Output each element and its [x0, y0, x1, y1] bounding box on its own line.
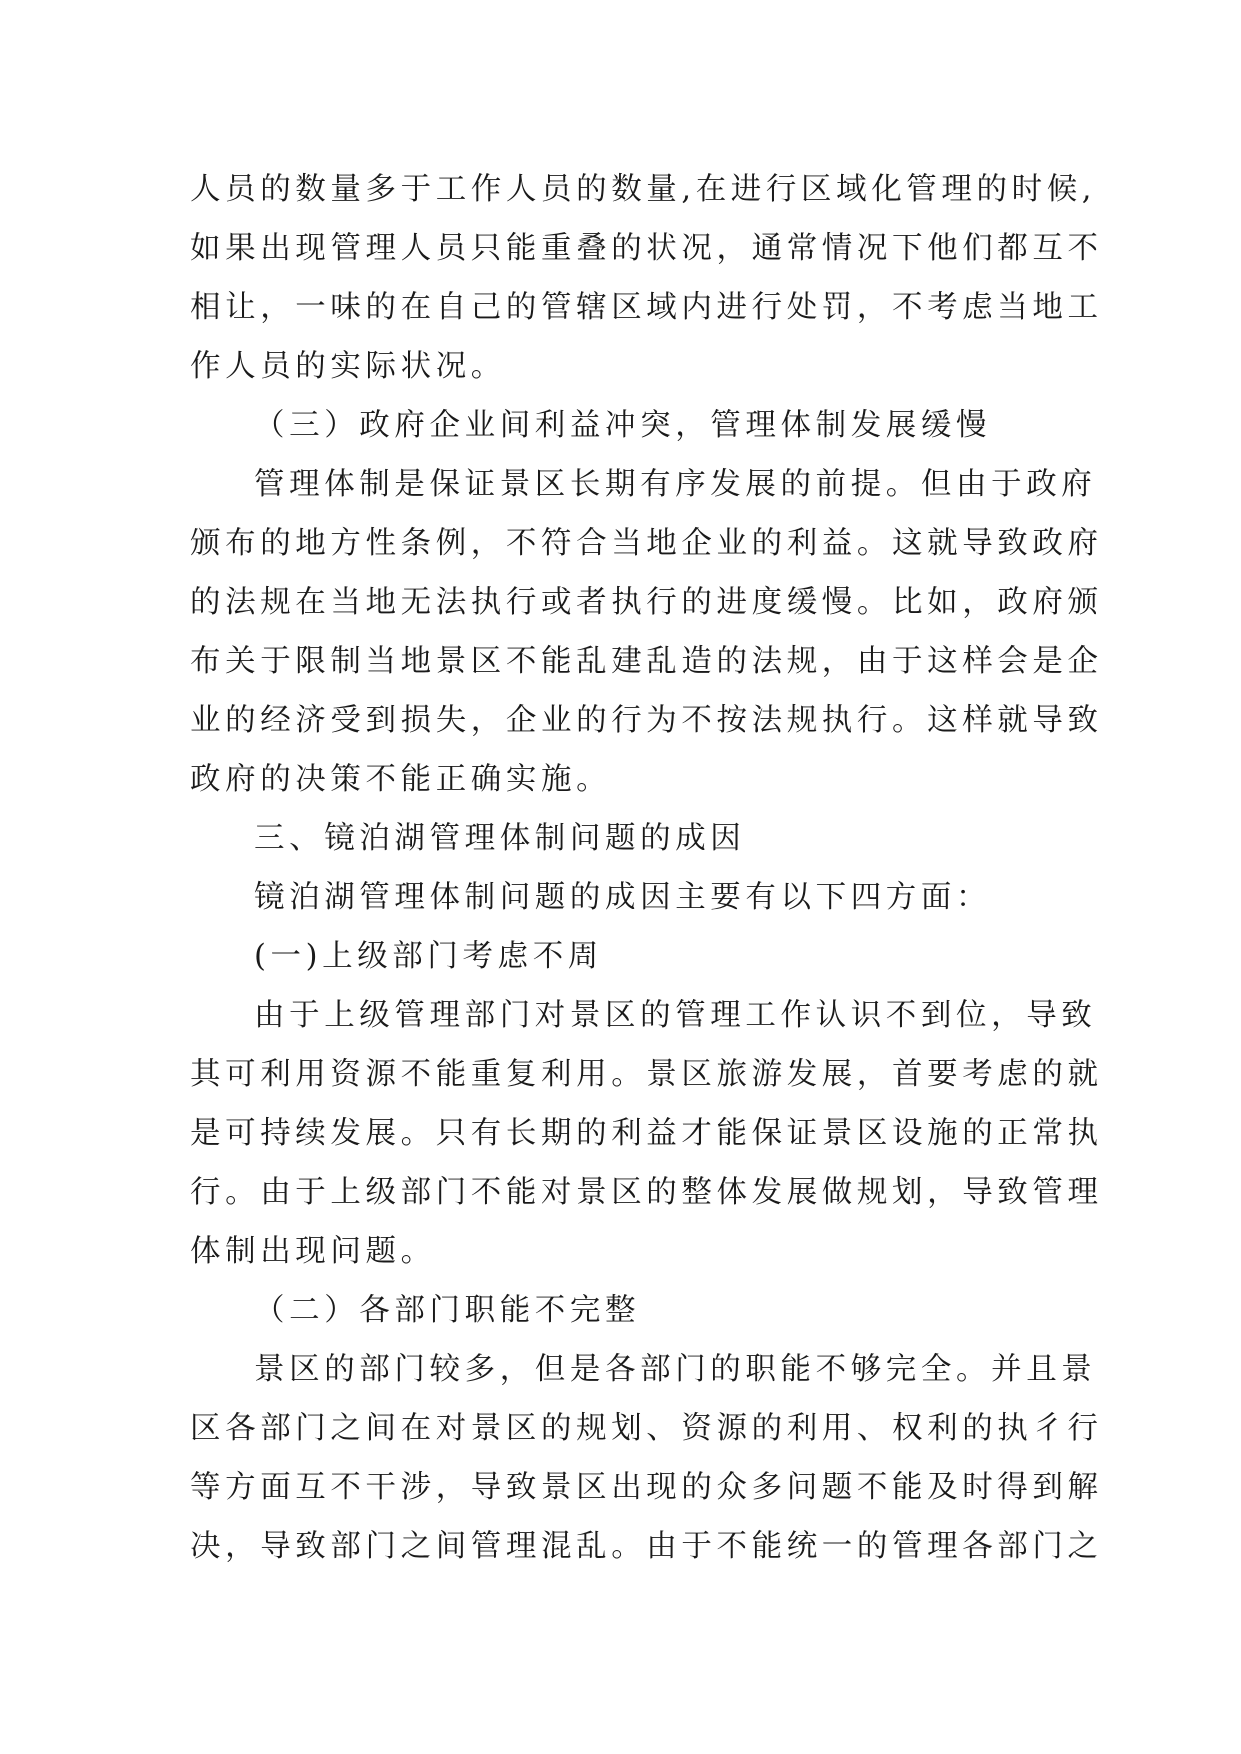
text-line-8: 的法规在当地无法执行或者执行的进度缓慢。比如，政府颁: [190, 585, 1103, 620]
section-heading-3: （三）政府企业间利益冲突，管理体制发展缓慢: [254, 408, 992, 443]
text-line-22: 区各部门之间在对景区的规划、资源的利用、权利的执彳行: [190, 1411, 1103, 1446]
section-heading-2: （二）各部门职能不完整: [254, 1293, 641, 1328]
text-line-23: 等方面互不干涉，导致景区出现的众多问题不能及时得到解: [190, 1470, 1103, 1505]
text-line-1: 人员的数量多于工作人员的数量,在进行区域化管理的时候,: [190, 172, 1097, 207]
text-line-7: 颁布的地方性条例，不符合当地企业的利益。这就导致政府: [190, 526, 1103, 561]
text-line-16: 其可利用资源不能重复利用。景区旅游发展，首要考虑的就: [190, 1057, 1103, 1092]
chapter-heading-3: 三、镜泊湖管理体制问题的成因: [254, 821, 746, 856]
text-line-11: 政府的决策不能正确实施。: [190, 762, 612, 797]
text-line-13: 镜泊湖管理体制问题的成因主要有以下四方面：: [254, 880, 992, 915]
text-line-3: 相让，一味的在自己的管辖区域内进行处罚，不考虑当地工: [190, 290, 1103, 325]
text-line-17: 是可持续发展。只有长期的利益才能保证景区设施的正常执: [190, 1116, 1103, 1151]
text-line-6: 管理体制是保证景区长期有序发展的前提。但由于政府: [254, 467, 1097, 502]
text-line-21: 景区的部门较多，但是各部门的职能不够完全。并且景: [254, 1352, 1097, 1387]
text-line-9: 布关于限制当地景区不能乱建乱造的法规，由于这样会是企: [190, 644, 1103, 679]
section-heading-1: (一)上级部门考虑不周: [254, 939, 603, 974]
text-line-2: 如果出现管理人员只能重叠的状况，通常情况下他们都互不: [190, 231, 1103, 266]
text-line-24: 决，导致部门之间管理混乱。由于不能统一的管理各部门之: [190, 1529, 1103, 1564]
text-line-15: 由于上级管理部门对景区的管理工作认识不到位，导致: [254, 998, 1097, 1033]
text-line-19: 体制出现问题。: [190, 1234, 436, 1269]
document-page: [190, 160, 1103, 1576]
text-line-18: 行。由于上级部门不能对景区的整体发展做规划，导致管理: [190, 1175, 1103, 1210]
text-line-4: 作人员的实际状况。: [190, 349, 506, 384]
text-line-10: 业的经济受到损失，企业的行为不按法规执行。这样就导致: [190, 703, 1103, 738]
